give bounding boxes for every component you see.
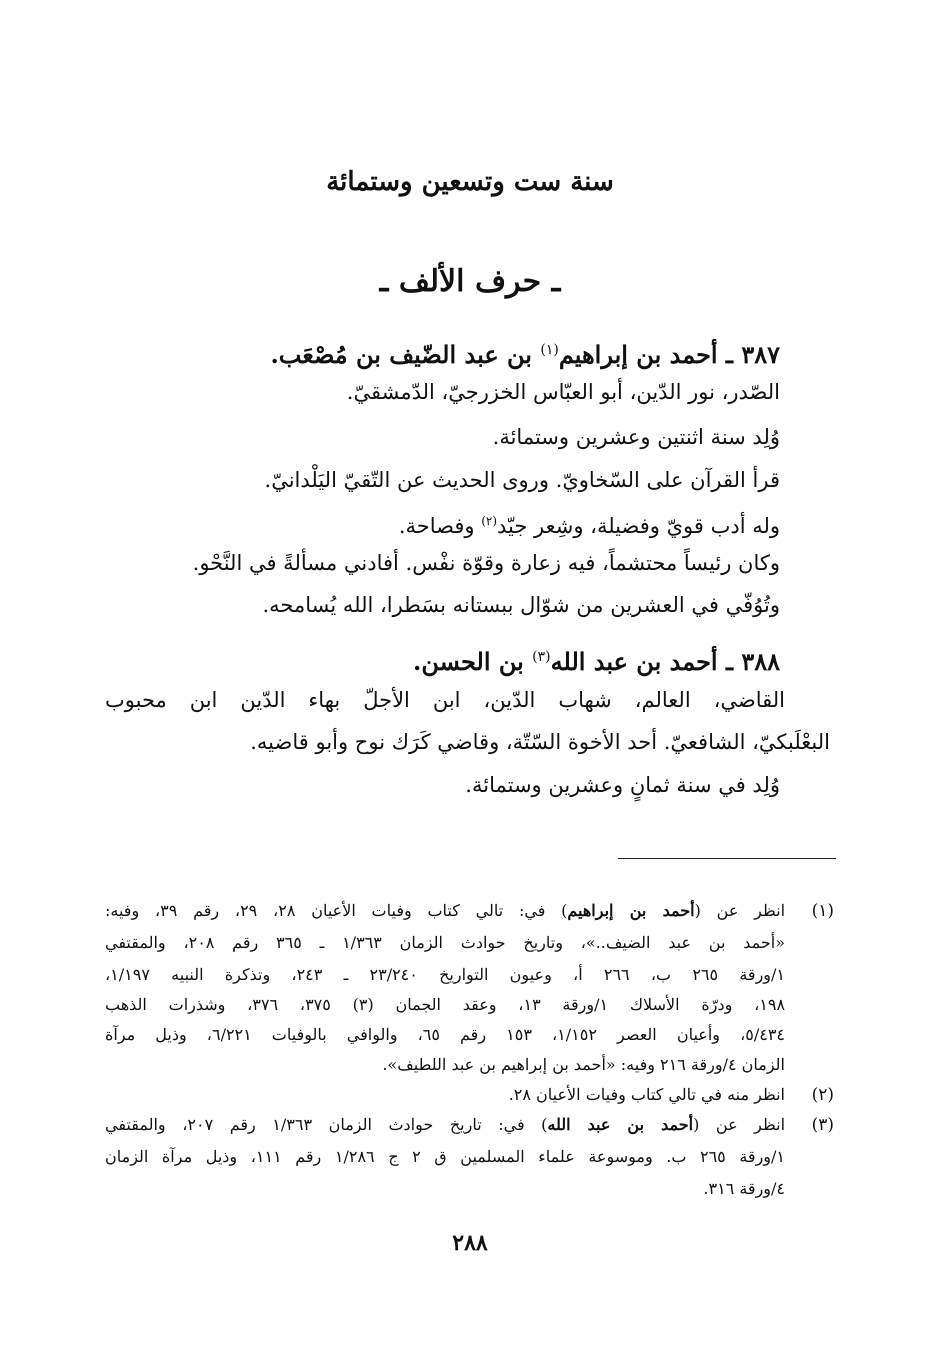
footnote-1-line: الزمان ٤/ورقة ٢١٦ وفيه: «أحمد بن إبراهيم بن عبد اللطيف». xyxy=(382,1055,785,1074)
page-number: ٢٨٨ xyxy=(452,1230,488,1256)
footnote-number: (٢) xyxy=(811,1085,834,1105)
footnote-1-line: «أحمد بن عبد الضيف..»، وتاريخ حوادث الزمان ١/٣٦٣ ـ ٣٦٥ رقم ٢٠٨، والمقتفي xyxy=(105,933,785,952)
footnote-separator xyxy=(618,858,836,859)
entry-388-line-1: القاضي، العالم، شهاب الدّين، ابن الأجلّ بهاء الدّين ابن محبوب xyxy=(105,688,785,712)
footnote-text: ) في: تالي كتاب وفيات الأعيان ٢٨، ٢٩، رقم ٣٩، وفيه: xyxy=(105,901,568,920)
footnote-3-line xyxy=(105,1110,785,1140)
entry-387-line-1: الصّدر، نور الدّين، أبو العبّاس الخزرجيّ، الدّمشقيّ. xyxy=(346,380,780,404)
footnote-1-line: ٥/٤٣٤، وأعيان العصر ١/١٥٢، ١٥٣ رقم ٦٥، والوافي بالوفيات ٦/٢٢١، وذيل مرآة xyxy=(105,1025,786,1044)
entry-387-line-4 xyxy=(100,501,780,546)
entry-388-heading xyxy=(120,637,780,682)
footnote-1-line: ١٩٨، ودرّة الأسلاك ١/ورقة ١٣، وعقد الجمان (٣) ٣٧٥، ٣٧٦، وشذرات الذهب xyxy=(105,995,786,1014)
entry-387-line-3: قرأ القرآن على السّخاويّ. وروى الحديث عن التّقيّ اليَلْدانيّ. xyxy=(264,468,780,492)
footnote-3-line: ٤/ورقة ٣١٦. xyxy=(703,1179,785,1198)
footnote-text: انظر عن ( xyxy=(694,901,786,920)
footnote-1-line xyxy=(105,896,785,926)
entry-text: وله أدب قويّ وفضيلة، وشِعر جيّد xyxy=(497,514,780,538)
footnote-number: (١) xyxy=(811,901,834,921)
footnote-text: انظر عن ( xyxy=(693,1115,786,1134)
footnote-3-line: ١/ورقة ٢٦٥ ب. وموسوعة علماء المسلمين ق ٢ ج ١/٢٨٦ رقم ١١١، وذيل مرآة الزمان xyxy=(105,1147,786,1166)
footnote-bold-name: أحمد بن عبد الله xyxy=(547,1115,694,1134)
entry-387-line-2: وُلِد سنة اثنتين وعشرين وستمائة. xyxy=(492,425,780,449)
letter-section-heading: ـ حرف الألف ـ xyxy=(379,264,561,299)
entry-heading-text: بن عبد الضّيف بن مُصْعَب. xyxy=(270,340,541,369)
entry-387-line-5: وكان رئيساً محتشماً، فيه زعارة وقوّة نفْس. أفادني مسألةً في النَّحْو. xyxy=(192,551,780,575)
footnote-number: (٣) xyxy=(811,1115,834,1135)
footnote-ref-2[interactable]: (٢) xyxy=(481,514,498,528)
entry-heading-text: ٣٨٨ ـ أحمد بن عبد الله xyxy=(550,647,780,676)
footnote-bold-name: أحمد بن إبراهيم xyxy=(567,901,695,920)
entry-388-line-2: البعْلَبكيّ، الشافعيّ. أحد الأخوة السّتّة، وقاضي كَرَك نوح وأبو قاضيه. xyxy=(250,730,830,754)
entry-388-line-3: وُلِد في سنة ثمانٍ وعشرين وستمائة. xyxy=(465,773,780,797)
entry-heading-text: بن الحسن. xyxy=(413,647,533,676)
year-heading: سنة ست وتسعين وستمائة xyxy=(326,167,614,197)
footnote-2-line: انظر منه في تالي كتاب وفيات الأعيان ٢٨. xyxy=(508,1085,785,1104)
entry-heading-text: ٣٨٧ ـ أحمد بن إبراهيم xyxy=(558,340,780,369)
footnote-ref-3[interactable]: (٣) xyxy=(532,649,551,665)
entry-387-heading xyxy=(120,330,780,375)
entry-text: وفصاحة. xyxy=(398,514,482,538)
footnote-ref-1[interactable]: (١) xyxy=(540,342,559,358)
footnote-1-line: ١/ورقة ٢٦٥ ب، ٢٦٦ أ، وعيون التواريخ ٢٣/٢٤٠ ـ ٢٤٣، وتذكرة النبيه ١/١٩٧، xyxy=(105,965,785,984)
entry-387-line-6: وتُوُفّي في العشرين من شوّال ببستانه بسَطرا، الله يُسامحه. xyxy=(262,593,780,617)
footnote-text: ) في: تاريخ حوادث الزمان ١/٣٦٣ رقم ٢٠٧، والمقتفي xyxy=(105,1115,548,1134)
